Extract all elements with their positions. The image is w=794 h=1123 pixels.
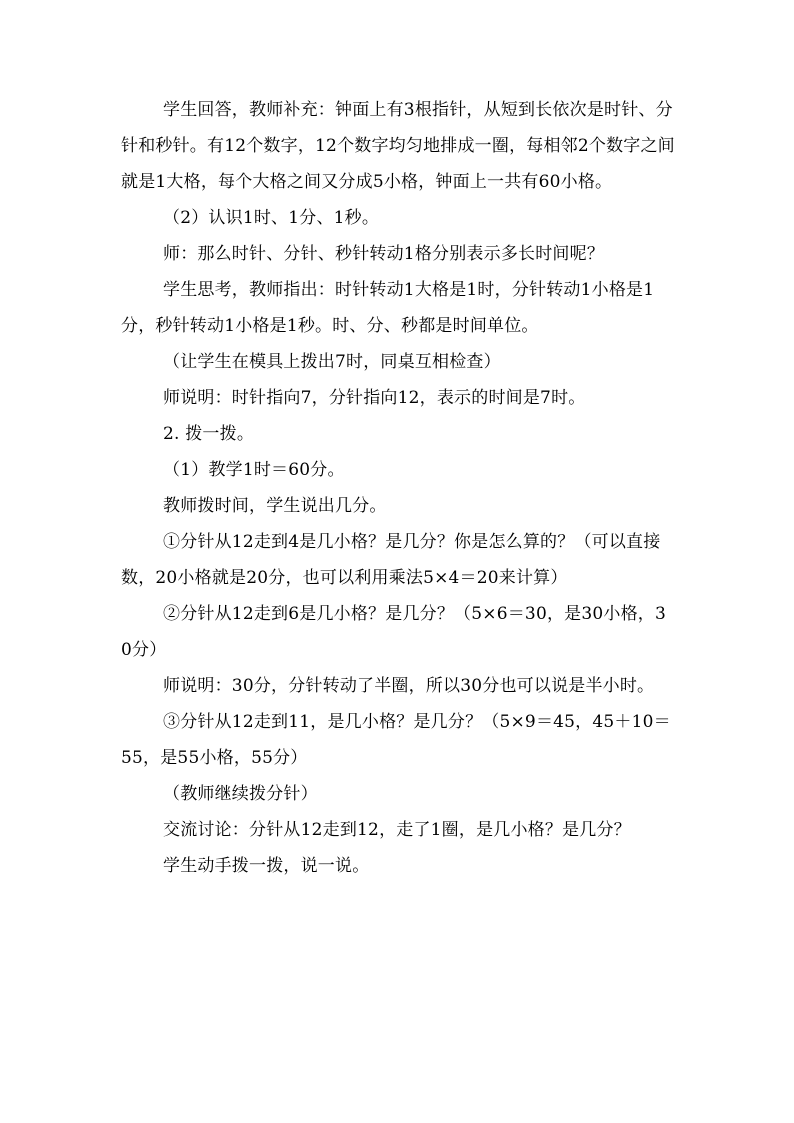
paragraph-section-heading: （2）认识1时、1分、1秒。 — [163, 208, 380, 228]
document-body — [121, 92, 677, 884]
paragraph-subheading-1: （1）教学1时＝60分。 — [163, 460, 345, 480]
paragraph-activity-note: （让学生在模具上拨出7时，同桌互相检查） — [163, 352, 501, 372]
paragraph-half-hour: 师说明：30分，分针转动了半圈，所以30分也可以说是半小时。 — [163, 676, 655, 696]
paragraph-continue-note: （教师继续拨分针） — [163, 784, 318, 804]
paragraph-clock-face: 学生回答，教师补充：钟面上有3根指针，从短到长依次是时针、分针和秒针。有12个数字，12个数字均匀地排成一圈，每相邻2个数字之间就是1大格，每个大格之间又分成5小格，钟面上一共有60小格。 — [121, 100, 675, 192]
paragraph-heading-2: 2. 拨一拨。 — [163, 424, 255, 444]
paragraph-teacher-explain-7: 师说明：时针指向7，分针指向12，表示的时间是7时。 — [163, 388, 586, 408]
paragraph-hands-on: 学生动手拨一拨，说一说。 — [163, 856, 370, 876]
paragraph-teacher-question: 师：那么时针、分针、秒针转动1格分别表示多长时间呢？ — [163, 244, 605, 264]
paragraph-question-1: ①分针从12走到4是几小格？是几分？你是怎么算的？（可以直接数，20小格就是20分，也可以利用乘法5×4＝20来计算） — [121, 532, 661, 588]
paragraph-time-units: 学生思考，教师指出：时针转动1大格是1时，分针转动1小格是1分，秒针转动1小格是1秒。时、分、秒都是时间单位。 — [121, 280, 655, 336]
paragraph-question-2: ②分针从12走到6是几小格？是几分？（5×6＝30，是30小格，30分） — [121, 604, 667, 660]
paragraph-teacher-dial: 教师拨时间，学生说出几分。 — [163, 496, 387, 516]
paragraph-discussion: 交流讨论：分针从12走到12，走了1圈，是几小格？是几分？ — [163, 820, 631, 840]
paragraph-question-3: ③分针从12走到11，是几小格？是几分？（5×9＝45，45＋10＝55，是55小格，55分） — [121, 712, 671, 768]
